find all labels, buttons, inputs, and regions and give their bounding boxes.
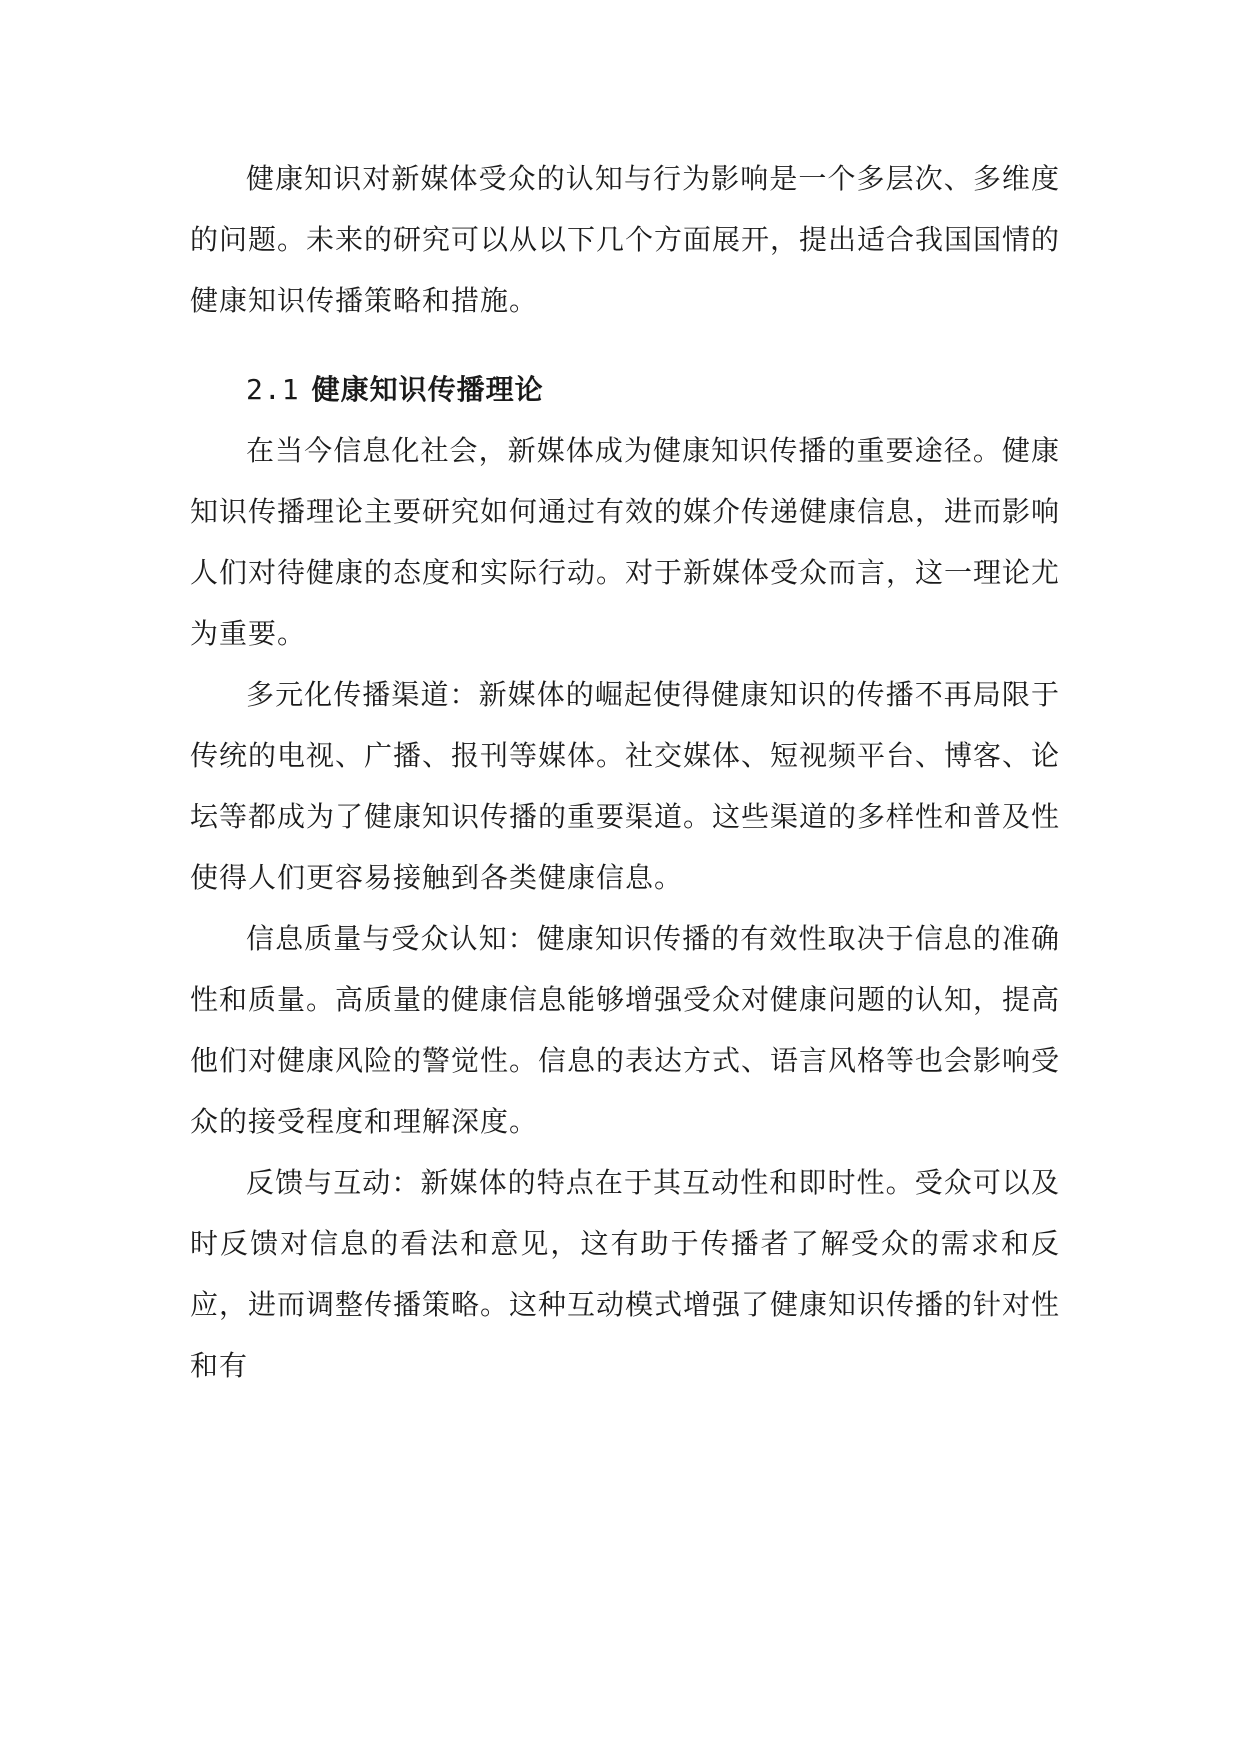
body-paragraph-feedback: 反馈与互动：新媒体的特点在于其互动性和即时性。受众可以及时反馈对信息的看法和意见，这有助于传播者了解受众的需求和反应，进而调整传播策略。这种互动模式增强了健康知识传播的针对性和有 [190,1166,1061,1382]
body-paragraph-theory: 在当今信息化社会，新媒体成为健康知识传播的重要途径。健康知识传播理论主要研究如何通过有效的媒介传递健康信息，进而影响人们对待健康的态度和实际行动。对于新媒体受众而言，这一理论尤为重要。 [190,434,1061,650]
intro-paragraph: 健康知识对新媒体受众的认知与行为影响是一个多层次、多维度的问题。未来的研究可以从以下几个方面展开，提出适合我国国情的健康知识传播策略和措施。 [190,162,1061,317]
section-heading [190,359,1060,420]
section-title: 健康知识传播理论 [311,373,544,406]
document-body [190,148,1060,1396]
body-paragraph-quality: 信息质量与受众认知：健康知识传播的有效性取决于信息的准确性和质量。高质量的健康信息能够增强受众对健康问题的认知，提高他们对健康风险的警觉性。信息的表达方式、语言风格等也会影响受众的接受程度和理解深度。 [190,922,1061,1138]
body-paragraph-channels: 多元化传播渠道：新媒体的崛起使得健康知识的传播不再局限于传统的电视、广播、报刊等媒体。社交媒体、短视频平台、博客、论坛等都成为了健康知识传播的重要渠道。这些渠道的多样性和普及性使得人们更容易接触到各类健康信息。 [190,678,1061,894]
section-number: 2.1 [246,373,300,406]
